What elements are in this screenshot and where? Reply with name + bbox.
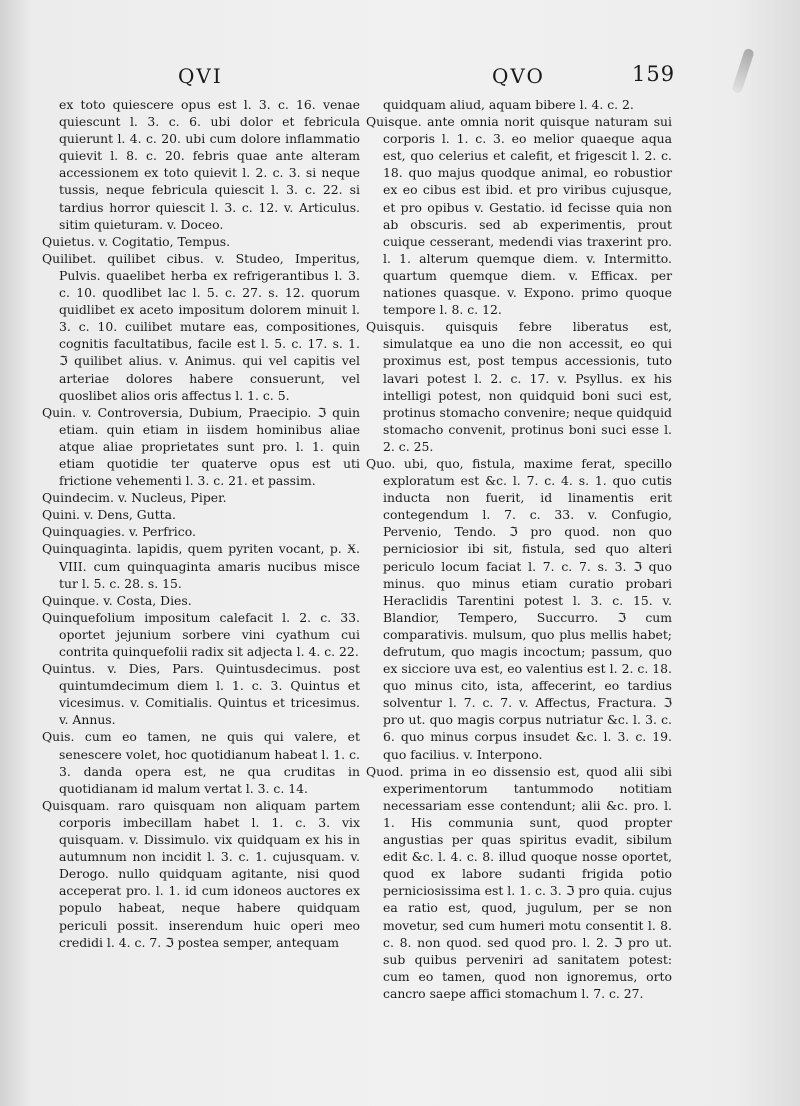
right-running-head: QVO: [492, 64, 545, 88]
entry-text: Quod. prima in eo dissensio est, quod alii sibi experimentorum tantummodo notitiam necessariam esse contendunt; alii &c. pro. l. 1. His communia sunt, quod propter angustias per quas spiritus evadit, sibilum edit &c. l. 4. c. 8. illud quoque nosse oportet, quod ex labore sudanti frigida potio perniciosissima est l. 1. c. 3. ℑ pro quia. cujus ea ratio est, quod, jugulum, per se non movetur, sed cum humeri motu consentit l. 8. c. 8. non quod. sed quod pro. l. 2. ℑ pro ut. sub quibus perveniri ad sanitatem potest: cum eo tamen, quod non ignoremus, orto cancro saepe affici stomachum l. 7. c. 27.: [366, 763, 672, 1001]
entry-text: Quintus. v. Dies, Pars. Quintusdecimus. post quintumdecimum diem l. 1. c. 3. Quintus et vicesimus. v. Comitialis. Quintus et tricesimus. v. Annus.: [42, 661, 360, 728]
right-column: [366, 96, 672, 1002]
entry-text: Quisquam. raro quisquam non aliquam partem corporis imbecillam habet l. 1. c. 3. vix quisquam. v. Dissimulo. vix quidquam ex his in autumnum non incidit l. 3. c. 1. cujusquam. v. Derogo. nullo quidquam agitante, nisi quod acceperat pro. l. 1. id cum idoneos auctores ex populo habeat, neque habere quidquam periculi possit. inserendum huic operi meo credidi l. 4. c. 7. ℑ postea semper, antequam: [42, 797, 360, 950]
entry-text: Quis. cum eo tamen, ne quis qui valere, et senescere volet, hoc quotidianum habeat l. 1. c. 3. danda opera est, ne qua cruditas in quotidianam id malum vertat l. 3. c. 14.: [42, 729, 360, 796]
page-number: 159: [632, 62, 676, 86]
entry-text: Quinque. v. Costa, Dies.: [42, 592, 192, 608]
entry-text: Quini. v. Dens, Gutta.: [42, 507, 176, 523]
entry-text: Quinquaginta. lapidis, quem pyriten vocant, p. Ӿ. VIII. cum quinquaginta amaris nucibus misce tur l. 5. c. 28. s. 15.: [42, 541, 360, 591]
ink-smudge: [731, 48, 755, 95]
left-column: [42, 96, 360, 951]
entry-text: Quinquagies. v. Perfrico.: [42, 524, 196, 540]
entry-text: quidquam aliud, aquam bibere l. 4. c. 2.: [383, 97, 634, 112]
entry-text: ex toto quiescere opus est l. 3. c. 16. venae quiescunt l. 3. c. 6. ubi dolor et febricula quierunt l. 4. c. 20. ubi cum dolore inflammatio quievit l. 8. c. 20. febris quae ante alteram accessionem ex toto quievit l. 2. c. 3. si neque tussis, neque febricula quiescit l. 3. c. 22. si tardius horror quiescit l. 3. c. 12. v. Articulus. sitim quieturam. v. Doceo.: [59, 97, 360, 232]
entry-text: Quo. ubi, quo, fistula, maxime ferat, specillo exploratum est &c. l. 7. c. 4. s. 1. quo cutis inducta non fuerit, id linamentis erit contegendum l. 7. c. 33. v. Confugio, Pervenio, Tendo. ℑ pro quod. non quo perniciosior ibi sit, fistula, sed quo alteri periculo locum faciat l. 7. c. 7. s. 3. ℑ quo minus. quo minus etiam curatio probari Heraclidis Tarentini potest l. 3. c. 15. v. Blandior, Tempero, Succurro. ℑ cum comparativis. mulsum, quo plus mellis habet; defrutum, quo magis incoctum; passum, quo ex sicciore uva est, eo valentius est l. 2. c. 18. quo minus cito, ista, affecerint, eo tardius solventur l. 7. c. 7. v. Affectus, Fractura. ℑ pro ut. quo magis corpus nutriatur &c. l. 3. c. 6. quo minus corpus insudet &c. l. 3. c. 19. quo facilius. v. Interpono.: [366, 455, 672, 762]
entry-text: Quisque. ante omnia norit quisque naturam sui corporis l. 1. c. 3. eo melior quaeque aqua est, quo celerius et calefit, et frigescit l. 2. c. 18. quo majus quodque animal, eo robustior ex eo cibus est ibid. et pro viribus cujusque, et pro opibus v. Gestatio. id fecisse quia non ab obscuris. sed ab experimentis, prout cuique cesserant, medendi vias traxerint pro. l. 1. alterum quemque diem. v. Intermitto. quartum quemque diem. v. Efficax. per nationes quasque. v. Expono. primo quoque tempore l. 8. c. 12.: [366, 114, 672, 318]
entry-text: Quindecim. v. Nucleus, Piper.: [42, 490, 227, 506]
entry-text: Quisquis. quisquis febre liberatus est, simulatque ea uno die non accessit, eo qui proximus est, post tempus accessionis, tuto lavari potest l. 2. c. 17. v. Psyllus. ex his intelligi potest, non quidquid boni suci est, protinus stomacho convenire; neque quidquid stomacho convenit, protinus boni suci esse l. 2. c. 25.: [366, 319, 672, 454]
left-running-head: QVI: [178, 64, 223, 88]
entry-text: Quietus. v. Cogitatio, Tempus.: [42, 233, 231, 249]
entry-text: Quilibet. quilibet cibus. v. Studeo, Imperitus, Pulvis. quaelibet herba ex refrigerantibus l. 3. c. 10. quodlibet lac l. 5. c. 27. s. 12. quorum quidlibet ex aceto impositum dolorem minuit l. 3. c. 10. cuilibet mutare eas, compositiones, cognitis facultatibus, facile est l. 5. c. 17. s. 1. ℑ quilibet alius. v. Animus. qui vel capitis vel arteriae dolores habere consuerunt, vel quoslibet alios oris affectus l. 1. c. 5.: [42, 250, 360, 403]
entry-text: Quinquefolium impositum calefacit l. 2. c. 33. oportet jejunium sorbere vini cyathum cui contrita quinquefolii radix sit adjecta l. 4. c. 22.: [42, 609, 360, 659]
entry-text: Quin. v. Controversia, Dubium, Praecipio. ℑ quin etiam. quin etiam in iisdem hominibus aliae atque aliae proprietates sunt pro. l. 1. quin etiam quotidie ter quaterve opus est uti frictione vehementi l. 3. c. 21. et passim.: [42, 404, 360, 489]
